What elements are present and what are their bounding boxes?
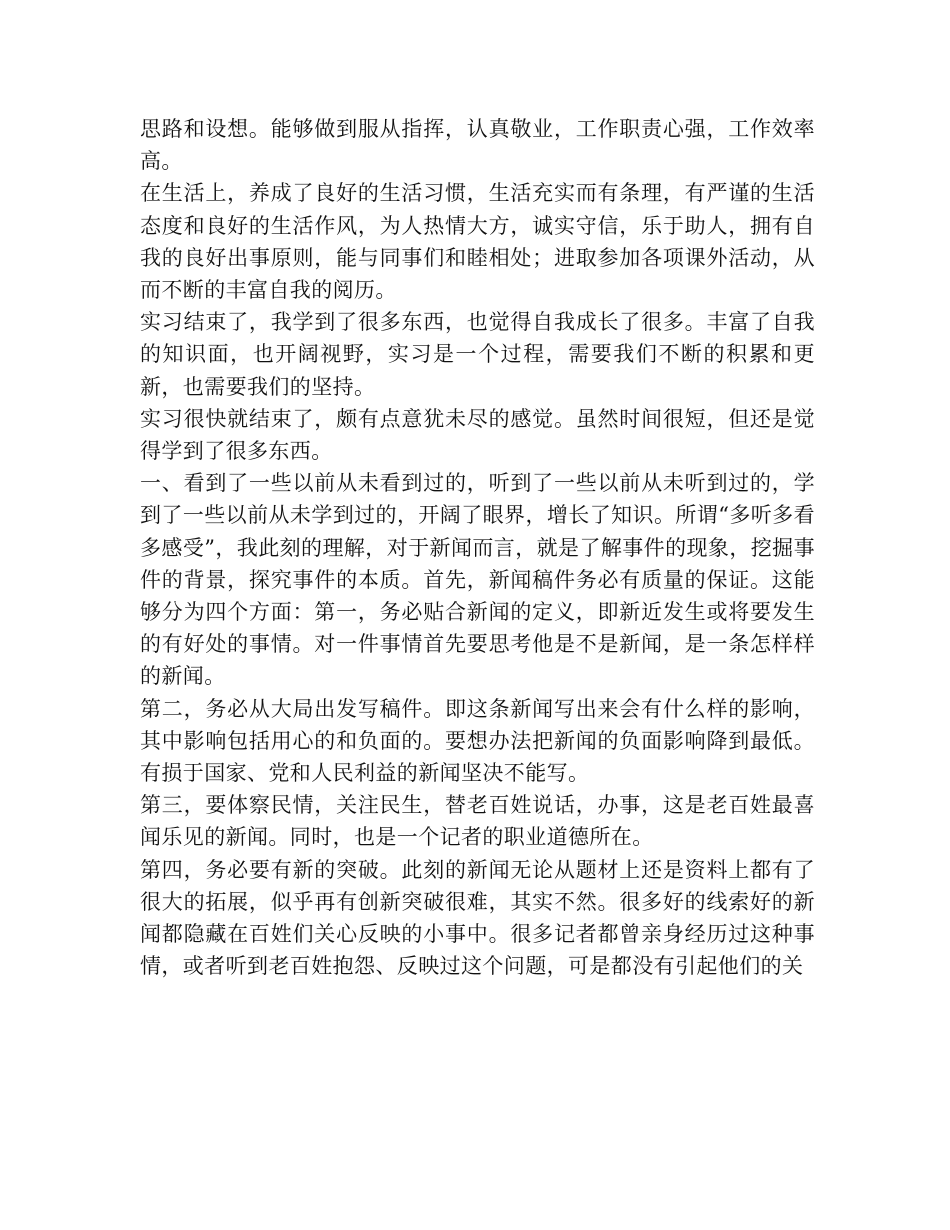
paragraph-point-two: 第二，务必从大局出发写稿件。即这条新闻写出来会有什么样的影响，其中影响包括用心的和负面的。要想办法把新闻的负面影响降到最低。有损于国家、党和人民利益的新闻坚决不能写。 <box>140 696 815 786</box>
paragraph-point-three: 第三，要体察民情，关注民生，替老百姓说话，办事，这是老百姓最喜闻乐见的新闻。同时，也是一个记者的职业道德所在。 <box>140 793 815 850</box>
paragraph-time-short: 实习很快就结束了，颇有点意犹未尽的感觉。虽然时间很短，但还是觉得学到了很多东西。 <box>140 406 815 464</box>
paragraph-internship-end: 实习结束了，我学到了很多东西，也觉得自我成长了很多。丰富了自我的知识面，也开阔视野，实习是一个过程，需要我们不断的积累和更新，也需要我们的坚持。 <box>140 310 815 399</box>
document-body <box>140 113 815 982</box>
paragraph-point-one: 一、看到了一些以前从未看到过的，听到了一些以前从未听到过的，学到了一些以前从未学到过的，开阔了眼界，增长了知识。所谓“多听多看多感受”，我此刻的理解，对于新闻而言，就是了解事件的现象，挖掘事件的背景，探究事件的本质。首先，新闻稿件务必有质量的保证。这能够分为四个方面：第一，务必贴合新闻的定义，即新近发生或将要发生的有好处的事情。对一件事情首先要思考他是不是新闻，是一条怎样样的新闻。 <box>140 471 815 689</box>
paragraph-point-four: 第四，务必要有新的突破。此刻的新闻无论从题材上还是资料上都有了很大的拓展，似乎再有创新突破很难，其实不然。很多好的线索好的新闻都隐藏在百姓们关心反映的小事中。很多记者都曾亲身经历过这种事情，或者听到老百姓抱怨、反映过这个问题，可是都没有引起他们的关 <box>140 857 815 979</box>
paragraph-work-attitude: 思路和设想。能够做到服从指挥，认真敬业，工作职责心强，工作效率高。 <box>140 117 815 174</box>
paragraph-life: 在生活上，养成了良好的生活习惯，生活充实而有条理，有严谨的生活态度和良好的生活作风，为人热情大方，诚实守信，乐于助人，拥有自我的良好出事原则，能与同事们和睦相处；进取参加各项课外活动，从而不断的丰富自我的阅历。 <box>140 181 815 303</box>
